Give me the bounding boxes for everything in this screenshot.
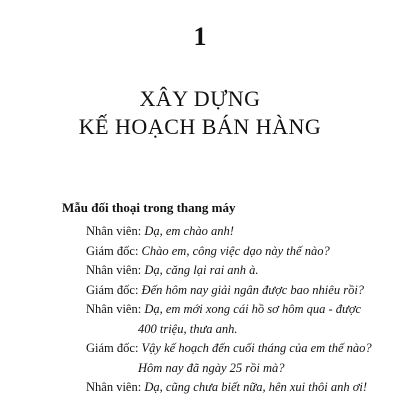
- dialogue-line: [86, 378, 396, 398]
- speaker-label: Nhân viên:: [86, 263, 142, 277]
- speech-text: Đến hôm nay giải ngân được bao nhiêu rồi?: [141, 282, 365, 297]
- dialogue-line: [86, 261, 396, 281]
- chapter-title-line-1: XÂY DỰNG: [139, 86, 261, 111]
- dialogue-line: [86, 242, 396, 262]
- speech-continuation: Hôm nay đã ngày 25 rồi mà?: [138, 360, 285, 375]
- speaker-label: Nhân viên:: [86, 224, 142, 238]
- speech-continuation: 400 triệu, thưa anh.: [138, 321, 238, 336]
- section-heading: Mẫu đối thoại trong thang máy: [62, 200, 236, 215]
- speech-text: Chào em, công việc dạo này thế nào?: [141, 243, 330, 258]
- dialogue-line: [86, 300, 396, 320]
- dialogue-block: [86, 222, 396, 398]
- speaker-label: Nhân viên:: [86, 302, 142, 316]
- dialogue-line: [86, 281, 396, 301]
- dialogue-line: [86, 222, 396, 242]
- speaker-label: Giám đốc:: [86, 282, 139, 297]
- speech-text: Vậy kế hoạch đến cuối tháng của em thế nào?: [141, 341, 372, 355]
- speaker-label: Giám đốc:: [86, 243, 139, 258]
- chapter-title-line-2: KẾ HOẠCH BÁN HÀNG: [78, 114, 322, 139]
- speaker-label: Nhân viên:: [86, 380, 142, 394]
- speaker-label: Giám đốc:: [86, 341, 139, 355]
- chapter-number: 1: [193, 22, 207, 51]
- speech-text: Dạ, cũng chưa biết nữa, hên xui thôi anh ơi!: [144, 380, 368, 394]
- speech-text: Dạ, em mới xong cái hồ sơ hôm qua - được: [144, 302, 362, 316]
- dialogue-line: [86, 339, 396, 359]
- speech-text: Dạ, căng lại rai anh à.: [144, 263, 259, 277]
- speech-text: Dạ, em chào anh!: [144, 224, 234, 238]
